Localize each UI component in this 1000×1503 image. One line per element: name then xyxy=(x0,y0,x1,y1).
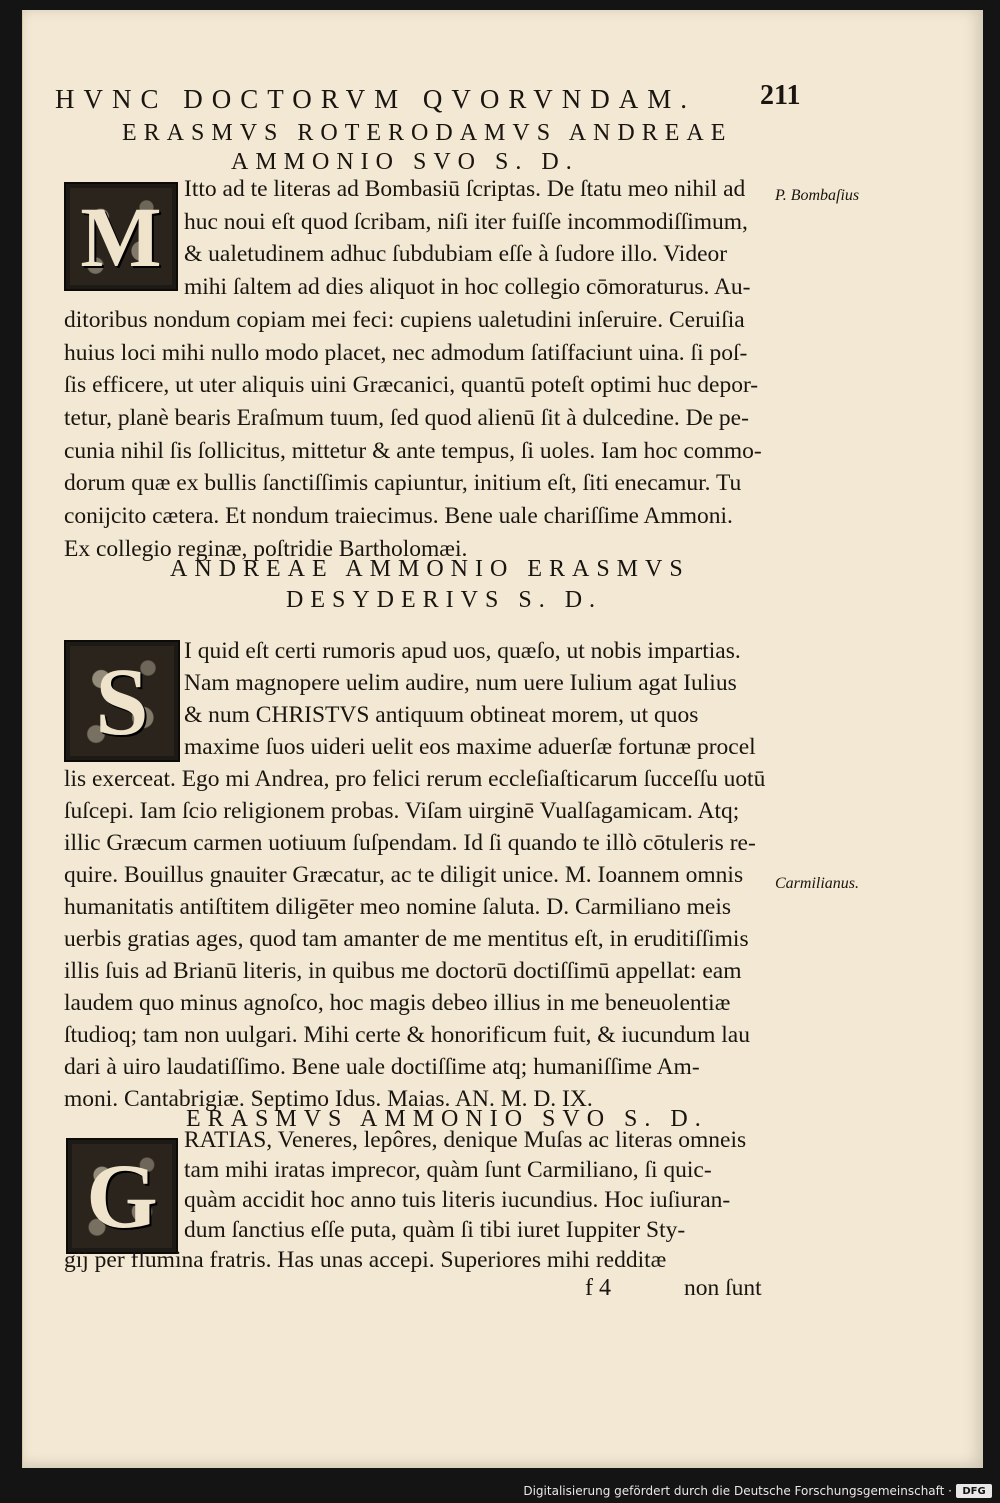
letter1-text-line: huius loci mihi nullo modo placet, nec admodum ſatiſfaciunt uina. ſi poſ- xyxy=(64,339,748,366)
letter1-title-line2: AMMONIO SVO S. D. xyxy=(231,149,579,175)
letter2-text-line: dari à uiro laudatiſſimo. Bene uale doctiſſime atq; humaniſſime Am- xyxy=(64,1054,700,1080)
letter2-text-line: maxime ſuos uideri uelit eos maxime aduerſæ fortunæ procel xyxy=(184,734,756,760)
letter1-text-line: tetur, planè bearis Eraſmum tuum, ſed quod alienū ſit à dulcedine. De pe- xyxy=(64,404,749,431)
letter1-text-line: & ualetudinem adhuc ſubdubiam eſſe à ſudore illo. Videor xyxy=(184,241,728,268)
decorated-initial-g: G xyxy=(66,1138,178,1254)
letter2-text-line: illis ſuis ad Brianū literis, in quibus me doctorū doctiſſimū appellat: eam xyxy=(64,958,742,984)
letter2-text-line: ſuſcepi. Iam ſcio religionem probas. Viſam uirginē Vualſagamicam. Atq; xyxy=(64,798,740,824)
letter2-text-line: moni. Cantabrigiæ. Septimo Idus. Maias. AN. M. D. IX. xyxy=(64,1086,593,1112)
letter2-text-line: laudem quo minus agnoſco, hoc magis debeo illius in me beneuolentiæ xyxy=(64,990,731,1016)
letter1-text-line: ſis efficere, ut uter aliquis uini Græcanici, quantū poteſt optimi huc depor- xyxy=(64,372,759,399)
signature-mark: f 4 xyxy=(585,1275,611,1301)
letter3-text-line: tam mihi iratas imprecor, quàm ſunt Carmiliano, ſi quic- xyxy=(184,1157,712,1183)
margin-note-bombasius: P. Bombaſius xyxy=(775,187,860,204)
letter1-text-line: Ex collegio reginæ, poſtridie Bartholomæi. xyxy=(64,535,468,562)
letter2-text-line: I quid eſt certi rumoris apud uos, quæſo, ut nobis impartias. xyxy=(184,638,741,664)
letter1-text-line: cunia nihil ſis ſollicitus, mittetur & ante tempus, ſi uoles. Iam hoc commo- xyxy=(64,437,762,464)
letter3-title: ERASMVS AMMONIO SVO S. D. xyxy=(186,1106,708,1132)
folio-number: 211 xyxy=(760,80,801,111)
letter2-title-line1: ANDREAE AMMONIO ERASMVS xyxy=(170,556,690,582)
letter3-text-line: gij per flumina fratris. Has unas accepi. Superiores mihi redditæ xyxy=(64,1247,667,1273)
decorated-initial-m: M xyxy=(64,182,178,291)
letter2-text-line: quire. Bouillus gnauiter Græcatur, ac te diligit unice. M. Ioannem omnis xyxy=(64,862,744,888)
footer-credit: Digitalisierung gefördert durch die Deutsche Forschungsgemeinschaft · xyxy=(523,1484,952,1498)
letter3-text-line: dum ſanctius eſſe puta, quàm ſi tibi iuret Iuppiter Sty- xyxy=(184,1217,686,1243)
letter3-text-line: quàm accidit hoc anno tuis literis iucundius. Hoc iuſiuran- xyxy=(184,1187,731,1213)
letter2-text-line: & num CHRISTVS antiquum obtineat morem, ut quos xyxy=(184,702,699,728)
letter2-text-line: uerbis gratias ages, quod tam amanter de me mentitus eſt, in eruditiſſimis xyxy=(64,926,749,952)
decorated-initial-s: S xyxy=(64,640,180,762)
letter2-text-line: lis exerceat. Ego mi Andrea, pro felici rerum eccleſiaſticarum ſucceſſu uotū xyxy=(64,766,766,792)
letter1-text-line: mihi ſaltem ad dies aliquot in hoc collegio cōmoraturus. Au- xyxy=(184,274,751,301)
margin-note-carmilianus: Carmilianus. xyxy=(775,875,860,892)
letter2-text-line: Nam magnopere uelim audire, num uere Iulium agat Iulius xyxy=(184,670,737,696)
dfg-logo: DFG xyxy=(956,1484,992,1498)
letter1-text-line: ditoribus nondum copiam mei feci: cupiens ualetudini inſeruire. Ceruiſia xyxy=(64,306,745,333)
letter1-text-line: Itto ad te literas ad Bombasiū ſcriptas. De ſtatu meo nihil ad xyxy=(184,176,746,202)
catchword: non ſunt xyxy=(684,1275,762,1301)
letter2-title-line2: DESYDERIVS S. D. xyxy=(286,587,603,613)
letter2-text-line: humanitatis antiſtitem diligēter meo nomine ſaluta. D. Carmiliano meis xyxy=(64,894,731,920)
letter1-text-line: huc noui eſt quod ſcribam, niſi iter fuiſſe incommodiſſimum, xyxy=(184,208,748,235)
letter3-text-line: RATIAS, Veneres, lepôres, denique Muſas ac literas omneis xyxy=(184,1127,747,1153)
running-head: HVNC DOCTORVM QVORVNDAM. xyxy=(55,84,696,114)
letter1-title-line1: ERASMVS ROTERODAMVS ANDREAE xyxy=(122,120,733,146)
letter1-text-line: conijcito cætera. Et nondum traiecimus. Bene uale chariſſime Ammoni. xyxy=(64,503,733,529)
letter1-text-line: dorum quæ ex bullis ſanctiſſimis capiuntur, initium eſt, ſiti enecamur. Tu xyxy=(64,470,742,497)
letter2-text-line: ſtudioq; tam non uulgari. Mihi certe & honorificum fuit, & iucundum lau xyxy=(64,1022,750,1048)
letter2-text-line: illic Græcum carmen uotiuum ſuſpendam. Id ſi quando te illò cōtuleris re- xyxy=(64,830,756,856)
